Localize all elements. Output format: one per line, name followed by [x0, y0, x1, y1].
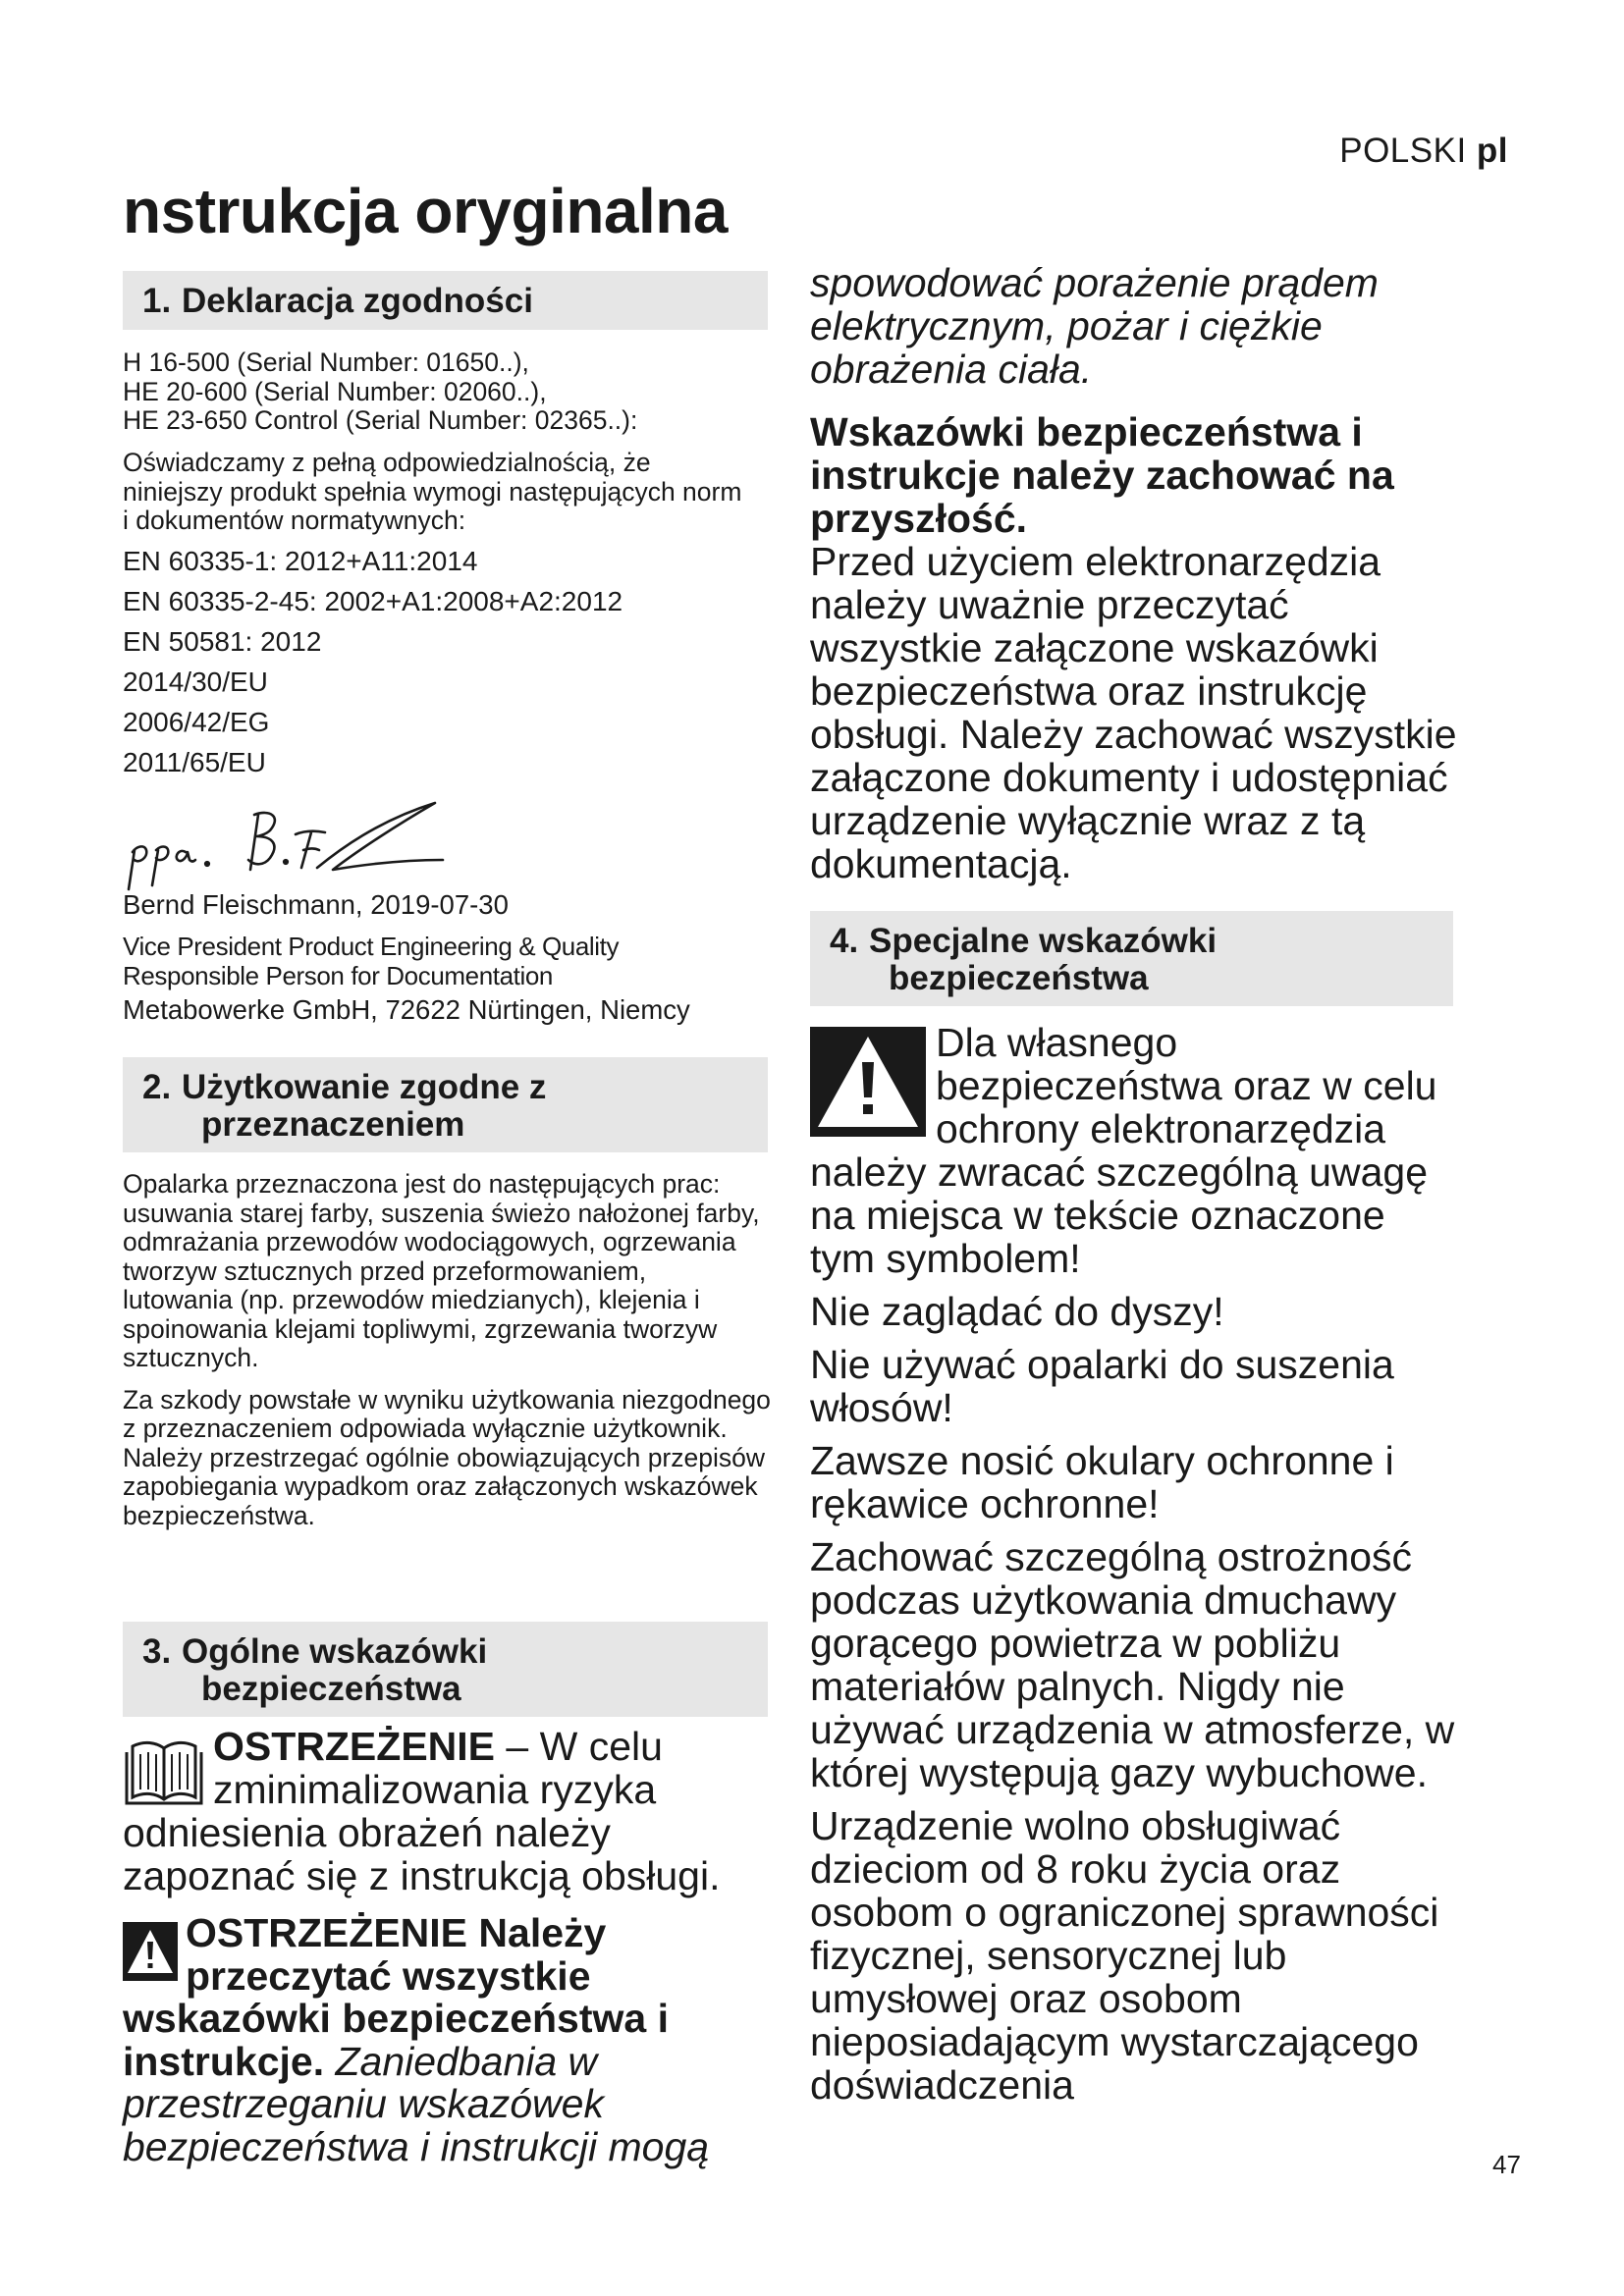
special-safety-text — [810, 1021, 1458, 2107]
safety-paragraph: Nie używać opalarki do suszenia włosów! — [810, 1342, 1394, 1430]
section-title-line1: Specjalne wskazówki — [869, 922, 1218, 960]
language-code: pl — [1476, 132, 1508, 170]
safety-paragraph: Zachować szczególną ostrożność podczas użytkowania dmuchawy gorącego powietrza w pobliżu materiałów palnych. Nigdy nie używać urządzenia w atmosferze, w której występują gazy wybuchowe. — [810, 1534, 1455, 1795]
section-title: Deklaracja zgodności — [182, 282, 533, 320]
section-number: 2. — [142, 1068, 172, 1106]
read-manual-icon — [123, 1733, 205, 1807]
symbol-paragraph: Dla własnego bezpieczeństwa oraz w celu ochrony elektronarzędzia należy zwracać szczególną uwagę na miejsca w tekście oznaczone tym symbolem! — [810, 1020, 1437, 1281]
signer-role: Vice President Product Engineering & Quality — [123, 932, 620, 961]
section-title-line2: bezpieczeństwa — [889, 959, 1149, 997]
standard-item: 2006/42/EG — [123, 707, 270, 737]
section-title-line2: przeznaczeniem — [201, 1105, 465, 1144]
section-2-heading — [123, 1057, 768, 1152]
serial-line: HE 23-650 Control (Serial Number: 02365..): — [123, 405, 638, 435]
signature-image — [123, 795, 457, 893]
section-title-line1: Ogólne wskazówki — [182, 1632, 488, 1671]
serial-line: H 16-500 (Serial Number: 01650..), — [123, 347, 529, 377]
company-address: Metabowerke GmbH, 72622 Nürtingen, Niemcy — [123, 994, 690, 1025]
intended-use-list: usuwania starej farby, suszenia świeżo nałożonej farby, odmrażania przewodów wodociągowych, ogrzewania tworzyw sztucznych przed przeformowaniem, lutowania (np. przewodów miedzianych), klejenia i spoinowania klejami topliwymi, zgrzewania tworzyw sztucznych. — [123, 1198, 760, 1372]
signer-role: Responsible Person for Documentation — [123, 960, 553, 990]
standard-item: EN 60335-2-45: 2002+A1:2008+A2:2012 — [123, 586, 623, 616]
safety-paragraph: Zawsze nosić okulary ochronne i rękawice ochronne! — [810, 1438, 1394, 1526]
section-number: 1. — [142, 282, 172, 320]
keep-instructions-heading: Wskazówki bezpieczeństwa i instrukcje należy zachować na przyszłość. — [810, 409, 1394, 541]
warning-italic-text: Zaniedbania w przestrzeganiu wskazówek bezpieczeństwa i instrukcji mogą — [123, 2038, 710, 2169]
warning-bold-text: OSTRZEŻENIE Należy przeczytać wszystkie wskazówki bezpieczeństwa i instrukcje. — [123, 1910, 669, 2084]
warning-label: OSTRZEŻENIE — [213, 1724, 496, 1769]
section-number: 3. — [142, 1632, 172, 1671]
liability-paragraph: Za szkody powstałe w wyniku użytkowania niezgodnego z przeznaczeniem odpowiada wyłącznie użytkownik. Należy przestrzegać ogólnie obowiązujących przepisów zapobiegania wypadkom oraz załączonych wskazówek bezpieczeństwa. — [123, 1384, 771, 1530]
warning-triangle-icon — [123, 1922, 178, 1981]
intended-use-intro: Opalarka przeznaczona jest do następujących prac: — [123, 1169, 721, 1199]
standard-item: 2014/30/EU — [123, 667, 268, 697]
language-name: POLSKI — [1339, 132, 1477, 170]
signer-name-date: Bernd Fleischmann, 2019-07-30 — [123, 889, 509, 920]
safety-paragraph: Urządzenie wolno obsługiwać dzieciom od 8 roku życia oraz osobom o ograniczonej sprawności fizycznej, sensorycznej lub umysłowej oraz osobom nieposiadającym wystarczającego doświadczenia — [810, 1803, 1439, 2108]
intended-use-text — [123, 1169, 771, 1530]
page-number: 47 — [1492, 2150, 1521, 2179]
keep-instructions — [810, 410, 1458, 885]
section-4-heading — [810, 911, 1453, 1006]
warning-text: – W celu zminimalizowania ryzyka odniesienia obrażeń należy zapoznać się z instrukcją obsługi. — [123, 1724, 721, 1898]
standard-item: 2011/65/EU — [123, 747, 266, 777]
section-title-line2: bezpieczeństwa — [201, 1670, 461, 1708]
declaration-text — [123, 449, 751, 536]
section-number: 4. — [830, 922, 859, 960]
standard-item: EN 50581: 2012 — [123, 626, 322, 657]
warning-manual — [123, 1725, 776, 1897]
standard-item: EN 60335-1: 2012+A11:2014 — [123, 546, 478, 576]
page-title: nstrukcja oryginalna — [123, 176, 728, 246]
safety-paragraph: Nie zaglądać do dyszy! — [810, 1289, 1224, 1334]
standards-list — [123, 546, 776, 787]
signer-info — [123, 889, 776, 1025]
section-1-heading — [123, 271, 768, 330]
continuation-text: spowodować porażenie prądem elektrycznym, pożar i ciężkie obrażenia ciała. — [810, 260, 1379, 392]
serial-line: HE 20-600 (Serial Number: 02060..), — [123, 376, 547, 406]
serial-numbers — [123, 348, 776, 436]
language-label — [1339, 132, 1508, 171]
section-3-heading — [123, 1622, 768, 1717]
declaration-paragraph: Oświadczamy z pełną odpowiedzialnością, że niniejszy produkt spełnia wymogi następujących norm i dokumentów normatywnych: — [123, 448, 742, 535]
section-title-line1: Użytkowanie zgodne z — [182, 1068, 547, 1106]
keep-instructions-text: Przed użyciem elektronarzędzia należy uważnie przeczytać wszystkie załączone wskazówki bezpieczeństwa oraz instrukcję obsługi. Należy zachować wszystkie załączone dokumenty i udostępniać urządzenie wyłącznie wraz z tą dokumentacją. — [810, 539, 1457, 886]
warning-triangle-icon — [810, 1027, 926, 1137]
warning-continuation — [810, 261, 1458, 391]
warning-read-instructions — [123, 1912, 776, 2168]
